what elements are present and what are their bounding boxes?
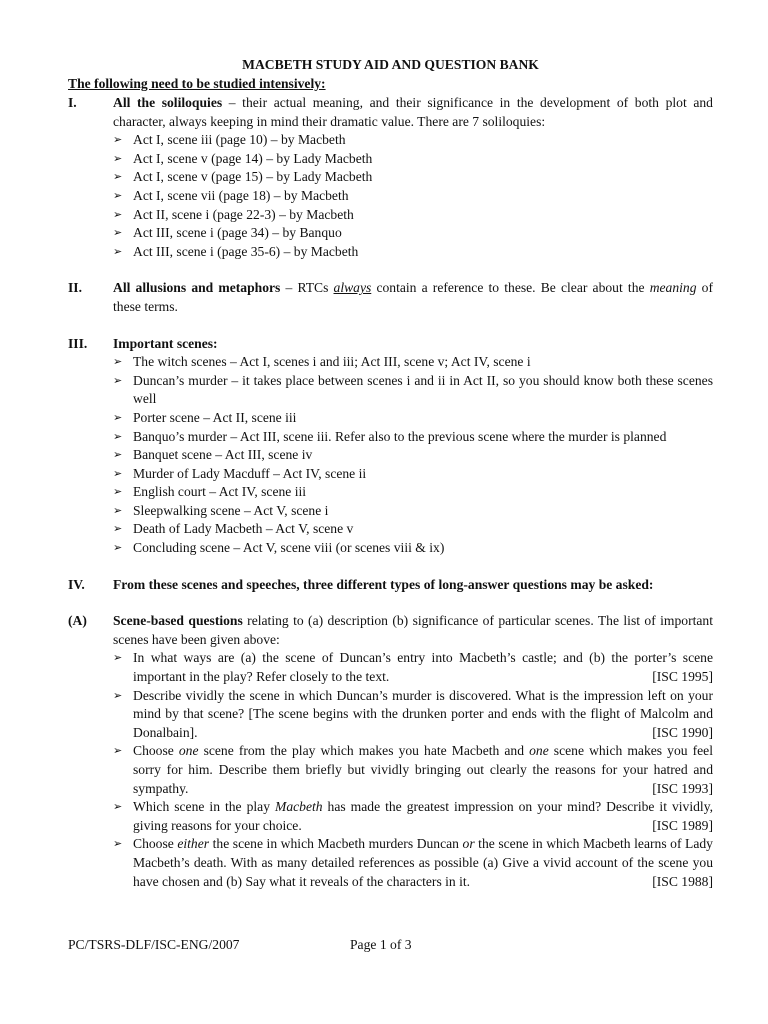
document-page [68,56,713,891]
list-item-text: Act I, scene v (page 14) – by Lady Macbeth [133,150,373,166]
list-item-text: Act I, scene v (page 15) – by Lady Macbeth [133,169,373,185]
arrow-bullet-icon: ➢ [113,800,123,814]
list-item [113,687,713,743]
list-item-text: Act I, scene iii (page 10) – by Macbeth [133,132,346,148]
arrow-bullet-icon: ➢ [113,226,123,240]
arrow-bullet-icon: ➢ [113,373,123,387]
arrow-bullet-icon: ➢ [113,188,123,202]
arrow-bullet-icon: ➢ [113,429,123,443]
emphasis-one: one [178,743,199,759]
list-item [113,520,713,539]
page-footer [68,936,713,954]
exam-year-tag: [ISC 1993] [652,780,713,796]
emphasis-macbeth: Macbeth [275,799,323,815]
section-numeral: IV. [68,576,85,592]
section-lead: All allusions and metaphors [113,280,281,296]
arrow-bullet-icon: ➢ [113,837,123,851]
section-numeral: III. [68,335,88,351]
list-item [113,835,713,891]
arrow-bullet-icon: ➢ [113,244,123,258]
scene-list [113,353,713,558]
section-lead: Scene-based questions [113,613,243,629]
question-text: Which scene in the play [133,799,275,815]
section-numeral: (A) [68,613,87,629]
list-item-text: English court – Act IV, scene iii [133,484,307,500]
list-item-text: Act I, scene vii (page 18) – by Macbeth [133,187,349,203]
list-item [113,409,713,428]
arrow-bullet-icon: ➢ [113,651,123,665]
question-list [113,649,713,891]
section-numeral: I. [68,95,77,110]
list-item [113,224,713,243]
list-item-text: Death of Lady Macbeth – Act V, scene v [133,521,354,537]
section-text: of these terms. [113,280,713,314]
arrow-bullet-icon: ➢ [113,466,123,480]
list-item-text: Act II, scene i (page 22-3) – by Macbeth [133,206,354,222]
arrow-bullet-icon: ➢ [113,448,123,462]
arrow-bullet-icon: ➢ [113,410,123,424]
list-item [113,353,713,372]
arrow-bullet-icon: ➢ [113,207,123,221]
list-item [113,168,713,187]
arrow-bullet-icon: ➢ [113,744,123,758]
list-item [113,150,713,169]
list-item [113,206,713,225]
list-item [113,131,713,150]
list-item [113,539,713,558]
document-subtitle: The following need to be studied intensively: [68,76,326,91]
section-text: – their actual meaning, and their significance in the development of both plot and character, always keeping in mind their dramatic value. There are 7 soliloquies: [113,95,713,129]
arrow-bullet-icon: ➢ [113,170,123,184]
list-item-text: Murder of Lady Macduff – Act IV, scene ii [133,465,367,481]
list-item-text: Act III, scene i (page 34) – by Banquo [133,225,342,241]
list-item [113,372,713,409]
arrow-bullet-icon: ➢ [113,503,123,517]
question-text: scene which makes you feel sorry for him. Describe them briefly but vividly bringing out clearly the reasons for your hatred and sympathy. [133,743,713,796]
question-text: In what ways are (a) the scene of Duncan’s entry into Macbeth’s castle; and (b) the porter’s scene important in the play? Refer closely to the text. [133,650,713,685]
arrow-bullet-icon: ➢ [113,485,123,499]
exam-year-tag: [ISC 1990] [652,724,713,740]
list-item [113,798,714,835]
exam-year-tag: [ISC 1988] [652,873,713,889]
list-item [113,446,713,465]
list-item-text: The witch scenes – Act I, scenes i and iii; Act III, scene v; Act IV, scene i [133,354,531,370]
list-item-text: Duncan’s murder – it takes place between scenes i and ii in Act II, so you should know both these scenes well [133,372,713,407]
list-item [113,428,713,447]
section-soliloquies [68,94,713,261]
section-body [113,94,713,131]
section-text: contain a reference to these. Be clear about the [371,280,650,296]
list-item-text: Banquet scene – Act III, scene iv [133,447,313,463]
question-text: scene from the play which makes you hate Macbeth and [198,743,530,759]
section-lead: From these scenes and speeches, three different types of long-answer questions may be asked: [113,576,654,592]
question-text: the scene in which Macbeth murders Duncan [209,836,463,852]
exam-year-tag: [ISC 1989] [652,817,713,833]
section-scene-based-questions [68,612,713,891]
emphasis-meaning: meaning [649,280,697,296]
exam-year-tag: [ISC 1995] [652,669,713,685]
section-body [113,612,713,649]
section-body [113,279,713,316]
list-item [113,465,713,484]
section-important-scenes [68,335,713,558]
list-item [113,742,713,798]
section-lead: All the soliloquies [113,95,223,110]
document-code: PC/TSRS-DLF/ISC-ENG/2007 [68,937,240,952]
list-item-text: Concluding scene – Act V, scene viii (or scenes viii & ix) [133,540,445,556]
question-text: Describe vividly the scene in which Duncan’s murder is discovered. What is the impression left on your mind by that scene? [The scene begins with the drunken porter and ends with the flight of Malcolm and Donalbain]. [133,687,713,740]
section-question-types [68,576,713,595]
list-item [113,243,713,262]
arrow-bullet-icon: ➢ [113,133,123,147]
page-number: Page 1 of 3 [350,937,412,952]
soliloquy-list [113,131,713,261]
document-title: MACBETH STUDY AID AND QUESTION BANK [242,57,539,72]
list-item [113,187,713,206]
section-numeral: II. [68,280,82,296]
list-item-text: Act III, scene i (page 35-6) – by Macbeth [133,243,359,259]
arrow-bullet-icon: ➢ [113,522,123,536]
arrow-bullet-icon: ➢ [113,355,123,369]
list-item [113,483,713,502]
emphasis-always: always [333,280,372,296]
arrow-bullet-icon: ➢ [113,541,123,555]
list-item [113,649,713,686]
section-allusions [68,279,713,316]
emphasis-either: either [177,836,210,852]
arrow-bullet-icon: ➢ [113,151,123,165]
question-text: has made the greatest impression on your mind? Describe it vividly, giving reasons for your choice. [133,799,714,833]
list-item-text: Banquo’s murder – Act III, scene iii. Refer also to the previous scene where the murder is planned [133,428,667,444]
arrow-bullet-icon: ➢ [113,688,123,702]
question-text: the scene in which Macbeth learns of Lady Macbeth’s death. With as many detailed references as possible (a) Give a vivid account of the scene you have chosen and (b) Say what it reveals of the characters in it. [133,836,713,889]
question-text: Choose [133,836,178,852]
list-item-text: Porter scene – Act II, scene iii [133,409,297,425]
section-text: – RTCs [280,280,334,296]
emphasis-or: or [462,836,475,852]
list-item-text: Sleepwalking scene – Act V, scene i [133,502,329,518]
section-text: relating to (a) description (b) significance of particular scenes. The list of important scenes have been given above: [113,613,713,647]
list-item [113,502,713,521]
section-lead: Important scenes: [113,335,218,351]
question-text: Choose [133,743,179,759]
emphasis-one: one [529,743,549,759]
